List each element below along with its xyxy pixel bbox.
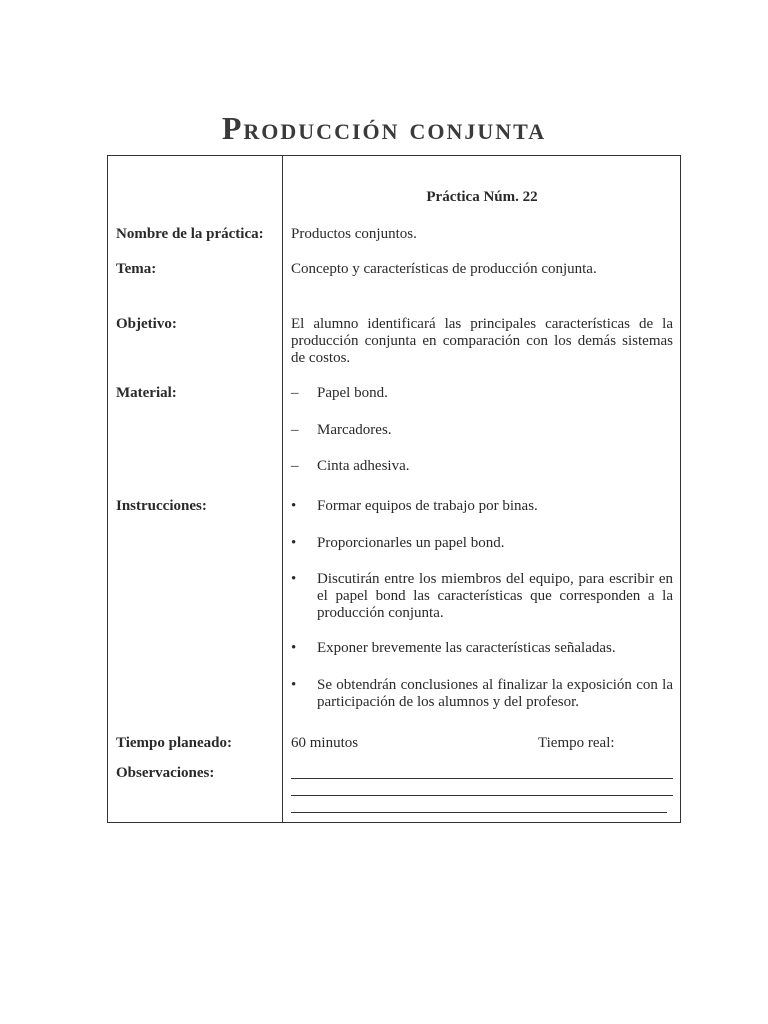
dash-marker: – — [291, 458, 299, 474]
page-title: Producción conjunta — [221, 110, 547, 146]
bullet-marker: • — [291, 571, 297, 587]
bullet-marker: • — [291, 640, 297, 656]
instruction-item-text: Se obtendrán conclusiones al finalizar la exposición con la participación de los alumnos y del profesor. — [317, 677, 673, 710]
material-item — [291, 385, 673, 402]
material-item-text: Papel bond. — [317, 385, 388, 401]
instruction-item — [291, 677, 673, 711]
instruction-item — [291, 571, 673, 622]
practice-table — [107, 155, 681, 823]
label-tiempo-planeado: Tiempo planeado: — [116, 735, 232, 751]
bullet-marker: • — [291, 498, 297, 514]
label-tema: Tema: — [116, 261, 157, 277]
dash-marker: – — [291, 385, 299, 401]
label-observaciones: Observaciones: — [116, 765, 215, 781]
material-item-text: Marcadores. — [317, 422, 392, 438]
instruction-item — [291, 535, 673, 552]
label-objetivo: Objetivo: — [116, 316, 177, 332]
observation-line — [291, 812, 667, 813]
instruction-item-text: Discutirán entre los miembros del equipo, para escribir en el papel bond las características que corresponden a la producción conjunta. — [317, 571, 673, 621]
label-instrucciones: Instrucciones: — [116, 498, 207, 514]
instruction-item-text: Proporcionarles un papel bond. — [317, 535, 505, 551]
instruction-item-text: Exponer brevemente las características señaladas. — [317, 640, 616, 656]
bullet-marker: • — [291, 677, 297, 693]
label-nombre: Nombre de la práctica: — [116, 226, 264, 242]
observation-line — [291, 778, 673, 779]
column-divider — [282, 155, 283, 823]
bullet-marker: • — [291, 535, 297, 551]
instruction-item-text: Formar equipos de trabajo por binas. — [317, 498, 538, 514]
instruction-item — [291, 640, 673, 657]
instruction-item — [291, 498, 673, 515]
material-item — [291, 422, 673, 439]
material-item-text: Cinta adhesiva. — [317, 458, 410, 474]
label-tiempo-real: Tiempo real: — [538, 735, 615, 751]
value-tema: Concepto y características de producción conjunta. — [291, 261, 597, 277]
label-material: Material: — [116, 385, 177, 401]
value-tiempo-planeado: 60 minutos — [291, 735, 359, 751]
value-nombre: Productos conjuntos. — [291, 226, 417, 242]
value-objetivo: El alumno identificará las principales características de la producción conjunta en comparación con los demás sistemas de costos. — [291, 316, 673, 366]
dash-marker: – — [291, 422, 299, 438]
observation-line — [291, 795, 673, 796]
material-item — [291, 458, 673, 475]
practice-number: Práctica Núm. 22 — [426, 189, 538, 205]
